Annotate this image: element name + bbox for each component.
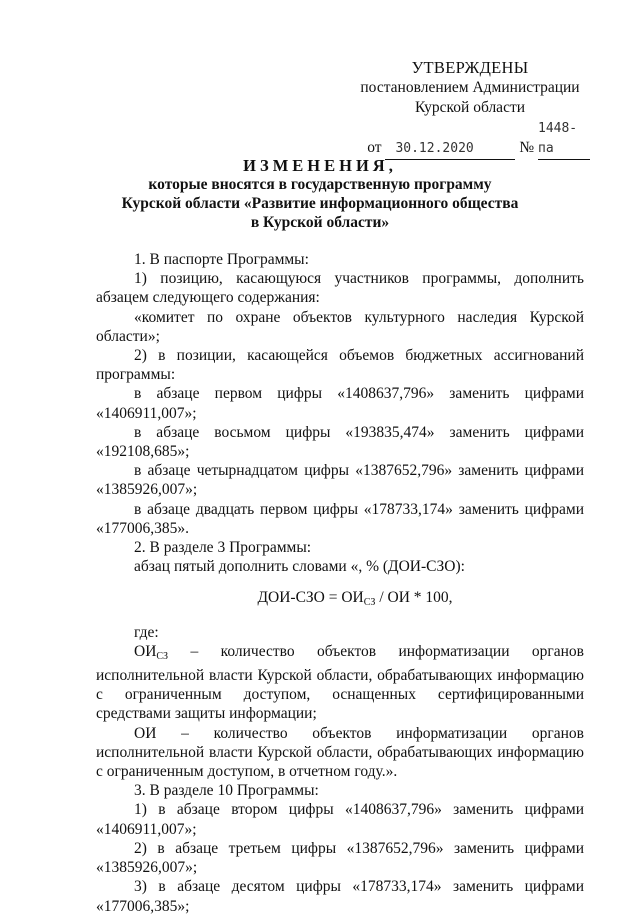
title-line-1: которые вносятся в государственную программу <box>148 176 492 193</box>
title-main: ИЗМЕНЕНИЯ, <box>243 156 397 175</box>
paragraph-13: 1) в абзаце втором цифры «1408637,796» заменить цифрами «1406911,007»; <box>96 801 584 838</box>
paragraph-1: 1. В паспорте Программы: <box>134 251 309 268</box>
paragraph-12: 3. В разделе 10 Программы: <box>134 782 319 800</box>
formula-subscript: СЗ <box>363 597 376 609</box>
paragraph-15: 3) в абзаце десятом цифры «178733,174» заменить цифрами «177006,385»; <box>96 878 584 915</box>
number-prefix: № <box>519 139 535 156</box>
definition-1-subscript: СЗ <box>156 650 169 662</box>
approval-number: 1448-па <box>538 119 590 160</box>
approval-heading: УТВЕРЖДЕНЫ <box>411 58 529 77</box>
document-title <box>90 156 550 232</box>
date-prefix: от <box>367 139 382 156</box>
approval-block <box>350 58 590 160</box>
definition-2: ОИ – количество объектов информатизации органов исполнительной власти Курской области, обрабатывающих информацию с ограниченным доступом, в отчетном году.». <box>96 724 584 781</box>
approval-date-line <box>350 119 590 160</box>
paragraph-6: в абзаце восьмом цифры «193835,474» заменить цифрами «192108,685»; <box>96 423 584 461</box>
definition-1 <box>96 642 584 724</box>
paragraph-4: 2) в позиции, касающейся объемов бюджетных ассигнований программы: <box>96 347 584 384</box>
paragraph-where: где: <box>134 623 159 641</box>
formula-right: / ОИ * 100, <box>375 589 453 607</box>
paragraph-10: абзац пятый дополнить словами «, % (ДОИ-СЗО): <box>134 558 465 576</box>
paragraph-14: 2) в абзаце третьем цифры «1387652,796» заменить цифрами «1385926,007»; <box>96 839 584 877</box>
approval-line-2: Курской области <box>414 99 526 116</box>
definition-1-term: ОИ <box>134 642 157 660</box>
formula <box>96 588 584 612</box>
definition-1-text: – количество объектов информатизации органов исполнительной власти Курской области, обрабатывающих информацию с ограниченным доступом, оснащенных сертифицированными средствами защиты информации; <box>96 642 584 723</box>
paragraph-2: 1) позицию, касающуюся участников программы, дополнить абзацем следующего содержания: <box>96 270 584 307</box>
paragraph-9: 2. В разделе 3 Программы: <box>134 539 312 557</box>
paragraph-3: «комитет по охране объектов культурного наследия Курской области»; <box>96 308 584 345</box>
paragraph-8: в абзаце двадцать первом цифры «178733,174» заменить цифрами «177006,385». <box>96 500 584 537</box>
paragraph-5: в абзаце первом цифры «1408637,796» заменить цифрами «1406911,007»; <box>96 385 584 422</box>
approval-date: 30.12.2020 <box>385 139 515 160</box>
title-line-3: в Курской области» <box>250 214 390 231</box>
approval-line-1: постановлением Администрации <box>360 79 580 96</box>
paragraph-7: в абзаце четырнадцатом цифры «1387652,796» заменить цифрами «1385926,007»; <box>96 462 584 499</box>
document-body <box>96 250 584 916</box>
title-line-2: Курской области «Развитие информационного общества <box>121 195 519 212</box>
formula-left: ДОИ-СЗО = ОИ <box>257 589 364 607</box>
